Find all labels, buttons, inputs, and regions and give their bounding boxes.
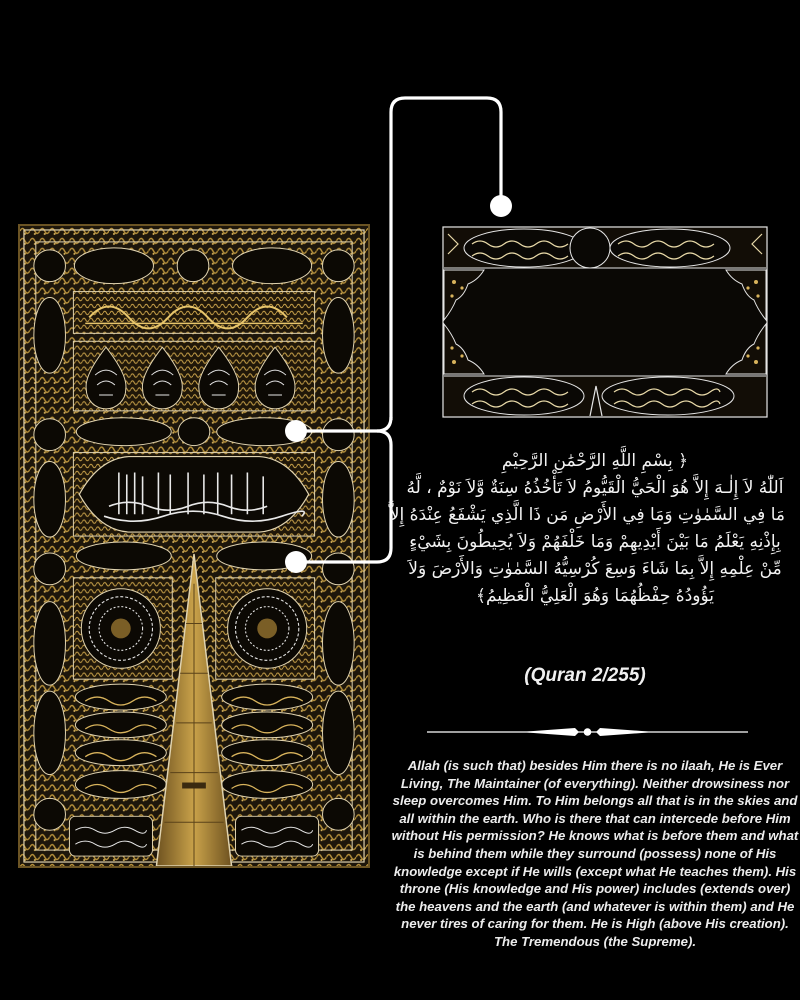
- arabic-line: بِإِذْنِهِ يَعْلَمُ مَا بَيْنَ أَيْدِيهِمْ وَمَا خَلْفَهُمْ وَلاَ يُحِيطُونَ بِشَيْءٍ: [409, 532, 781, 552]
- verse-citation: (Quran 2/255): [524, 665, 646, 686]
- arabic-line: اَللّٰهُ لاَ إِلٰـهَ إِلاَّ هُوَ الْحَيُّ الْقَيُّومُ لاَ تَأْخُذُهُ سِنَةٌ وَّلاَ نَوْمٌ ، لَّهُ: [406, 478, 784, 498]
- arabic-line: مِّنْ عِلْمِهِ إِلاَّ بِمَا شَاءَ وَسِعَ كُرْسِيُّهُ السَّمٰوٰتِ وَالأَرْضَ وَلاَ: [408, 559, 782, 579]
- kaaba-door-curtain-image: [18, 224, 370, 868]
- arabic-verse: [389, 448, 785, 610]
- arabic-line: مَا فِي السَّمٰوٰتِ وَمَا فِي الأَرْضِ مَن ذَا الَّذِي يَشْفَعُ عِنْدَهُ إِلاَّ: [389, 505, 785, 525]
- verse-translation: Allah (is such that) besides Him there is no ilaah, He is Ever Living, The Maintainer (of everything). Neither drowsiness nor sleep overcomes Him. To Him belongs all that is in the skies and all within the earth. Who is there that can intercede before Him without His permission? He knows what is before them and what is behind them while they surround (possess) none of His knowledge except if He wills (except what He teaches them). His throne (His knowledge and His power) includes (extends over) the heavens and the earth (and whatever is within them) and He never tires of caring for them. He is High (above His creation). The Tremendous (the Supreme).: [391, 758, 799, 949]
- curtain-artwork: [20, 226, 368, 866]
- arabic-line: ﴿ بِسْمِ اللَّهِ الرَّحْمَٰنِ الرَّحِيْمِ: [501, 451, 689, 471]
- callout-dot-detail: [490, 195, 512, 217]
- arabic-line: يَؤُودُهُ حِفْظُهُمَا وَهُوَ الْعَلِيُّ الْعَظِيمُ﴾: [475, 586, 715, 606]
- frame-detail-artwork: [442, 226, 768, 418]
- ayat-al-kursi-frame-detail: [442, 226, 768, 418]
- ornamental-divider: [425, 724, 750, 740]
